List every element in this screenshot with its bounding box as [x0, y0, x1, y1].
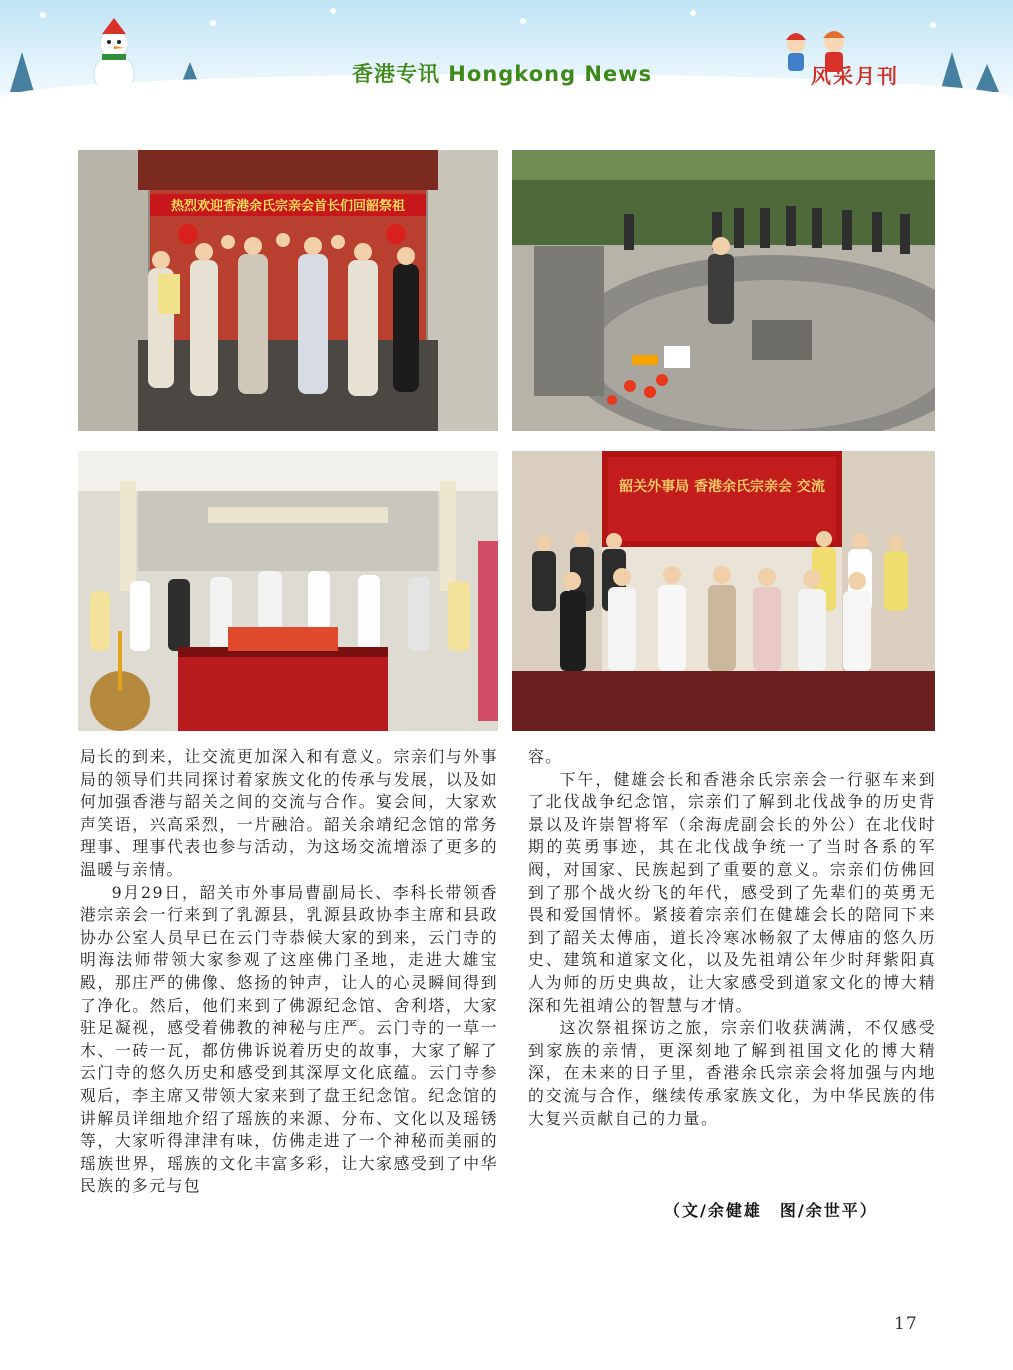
article-paragraph: 局长的到来，让交流更加深入和有意义。宗亲们与外事局的领导们共同探讨着家族文化的传承与发展，以及如何加强香港与韶关之间的交流与合作。宴会间，大家欢声笑语，兴高采烈，一片融洽。韶关余靖纪念馆的常务理事、理事代表也参与活动，为这场交流增添了更多的温暖与亲情。: [80, 747, 498, 879]
column-title: 香港专讯 Hongkong News: [352, 62, 653, 86]
photo-formal-group: [512, 451, 935, 731]
article-column-left: [80, 746, 498, 1198]
article-paragraph: 这次祭祖探访之旅，宗亲们收获满满，不仅感受到家族的亲情，更深刻地了解到祖国文化的博大精深，在未来的日子里，香港余氏宗亲会将加强与内地的交流与合作，继续传承家族文化，为中华民族的伟大复兴贡献自己的力量。: [528, 1018, 936, 1128]
photo-tomb-ritual: [512, 150, 935, 431]
snowflake-icon: [690, 10, 696, 16]
photo-temple-entrance-group: [78, 150, 498, 431]
article-column-right: [528, 746, 936, 1130]
article-paragraph: 容。: [528, 747, 563, 766]
event-backdrop: 韶关外事局 香港余氏宗亲会 交流: [619, 479, 825, 495]
snowflake-icon: [330, 8, 336, 14]
photo-hall-worship: [78, 451, 498, 731]
page-number: 17: [894, 1314, 918, 1334]
author-credit: （文/余健雄 图/余世平）: [664, 1201, 878, 1220]
header-banner: [0, 0, 1013, 104]
snowflake-icon: [930, 22, 936, 28]
snowflake-icon: [210, 20, 216, 26]
tree-icon: [975, 64, 999, 92]
snowflake-icon: [40, 12, 46, 18]
welcome-banner: 热烈欢迎香港余氏宗亲会首长们回韶祭祖: [170, 199, 406, 214]
magazine-name: 风采月刊: [811, 64, 899, 88]
snowflake-icon: [520, 18, 526, 24]
article-paragraph: 下午，健雄会长和香港余氏宗亲会一行驱车来到了北伐战争纪念馆，宗亲们了解到北伐战争的历史背景以及许崇智将军（余海虎副会长的外公）在北伐时期的英勇事迹，其在北伐战争统一了当时各系的军阀，对国家、民族起到了重要的意义。宗亲们仿佛回到了那个战火纷飞的年代，感受到了先辈们的英勇无畏和爱国情怀。紧接着宗亲们在健雄会长的陪同下来到了韶关太傅庙，道长冷寒冰畅叙了太傅庙的悠久历史、建筑和道家文化，以及先祖靖公年少时拜紫阳真人为师的历史典故，让大家感受到道家文化的博大精深和先祖靖公的智慧与才情。: [528, 769, 936, 1015]
article-paragraph: 9月29日，韶关市外事局曹副局长、李科长带领香港宗亲会一行来到了乳源县，乳源县政协李主席和县政协办公室人员早已在云门寺恭候大家的到来，云门寺的明海法师带领大家参观了这座佛门圣地，走进大雄宝殿，那庄严的佛像、悠扬的钟声，让人的心灵瞬间得到了净化。然后，他们来到了佛源纪念馆、舍利塔，大家驻足凝视，感受着佛教的神秘与庄严。云门寺的一草一木、一砖一瓦，都仿佛诉说着历史的故事，大家了解了云门寺的悠久历史和感受到其深厚文化底蕴。云门寺参观后，李主席又带领大家来到了盘王纪念馆。纪念馆的讲解员详细地介绍了瑶族的来源、分布、文化以及瑶锈等，大家听得津津有味，仿佛走进了一个神秘而美丽的瑶族世界，瑶族的文化丰富多彩，让大家感受到了中华民族的多元与包: [80, 882, 498, 1196]
tree-icon: [10, 52, 34, 92]
